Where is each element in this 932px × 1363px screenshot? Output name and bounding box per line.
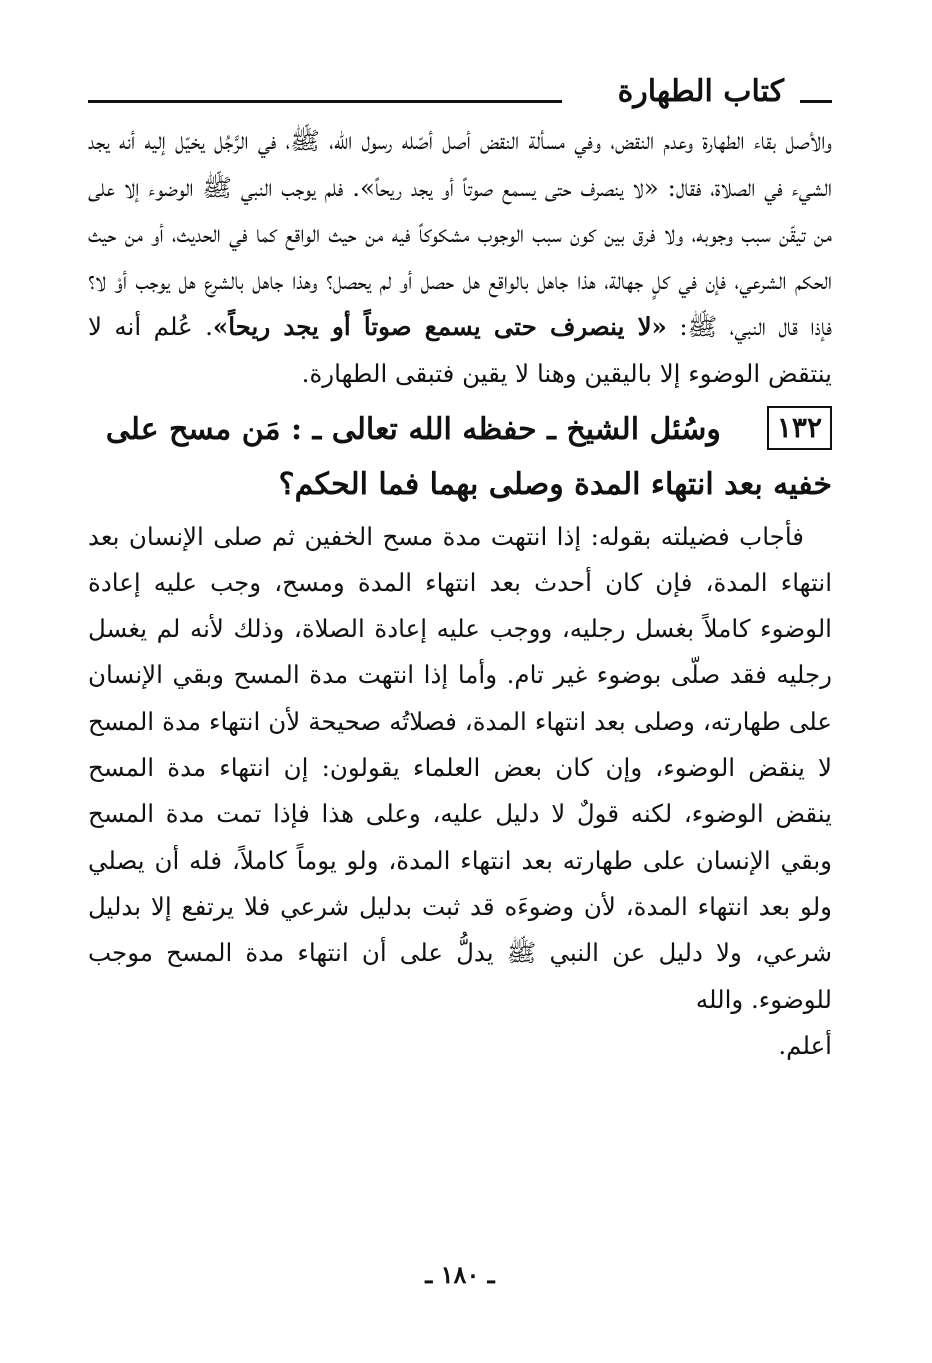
answer-closing: أعلم.	[778, 1030, 832, 1060]
intro-paragraph	[88, 118, 832, 398]
question-text: وسُئل الشيخ ـ حفظه الله تعالى ـ : مَن مسح على خفيه بعد انتهاء المدة وصلى بهما فما الحكم؟	[105, 411, 832, 502]
running-header	[88, 70, 832, 118]
book-page	[88, 70, 832, 1360]
chapter-title: كتاب الطهارة	[617, 74, 784, 109]
question-number: ١٣٢	[767, 406, 832, 450]
intro-text: والأصل بقاء الطهارة وعدم النقض، وفي مسألة النقض أصل أصّله رسول الله، ﷺ، في الرَّجُل يخيّل إليه أنه يجد الشيء في الصلاة، فقال: «لا ينصرف حتى يسمع صوتاً أو يجد ريحاً». فلم يوجب النبي ﷺ الوضوء إلا على من تيقّن سبب وجوبه، ولا فرق بين كون سبب الوجوب مشكوكاً فيه من حيث الواقع كما في الحديث، أو من حيث الحكم الشرعي، فإن في كلٍ جهالة، هذا جاهل بالواقع هل حصل أو لم يحصل؟ وهذا جاهل بالشرع هل يوجب أوْ لا؟ فإذا قال النبي، ﷺ:	[88, 126, 832, 342]
question-heading	[88, 402, 832, 512]
hadith-quote: «لا ينصرف حتى يسمع صوتاً أو يجد ريحاً»	[212, 312, 667, 342]
intro-passage	[88, 118, 832, 398]
intro-conclusion: . عُلم أنه لا ينتقض الوضوء إلا باليقين وهنا لا يقين فتبقى الطهارة.	[88, 312, 832, 388]
header-dash	[800, 100, 832, 103]
header-rule	[88, 100, 562, 103]
page-number: ـ ١٨٠ ـ	[425, 1260, 495, 1289]
answer-paragraph: فأجاب فضيلته بقوله: إذا انتهت مدة مسح الخفين ثم صلى الإنسان بعد انتهاء المدة، فإن كان أحدث بعد انتهاء المدة ومسح، وجب عليه إعادة الوضوء كاملاً بغسل رجليه، ووجب عليه إعادة الصلاة، وذلك لأنه لم يغسل رجليه فقد صلّى بوضوء غير تام. وأما إذا انتهت مدة المسح وبقي الإنسان على طهارته، وصلى بعد انتهاء المدة، فصلاتُه صحيحة لأن انتهاء مدة المسح لا ينقض الوضوء، وإن كان بعض العلماء يقولون: إن انتهاء مدة المسح ينقض الوضوء، لكنه قولٌ لا دليل عليه، وعلى هذا فإذا تمت مدة المسح وبقي الإنسان على طهارته بعد انتهاء المدة، ولو يوماً كاملاً، فله أن يصلي ولو بعد انتهاء المدة، لأن وضوءَه قد ثبت بدليل شرعي فلا يرتفع إلا بدليل شرعي، ولا دليل عن النبي ﷺ يدلُّ على أن انتهاء مدة المسح موجب للوضوء. والله	[88, 521, 832, 1014]
